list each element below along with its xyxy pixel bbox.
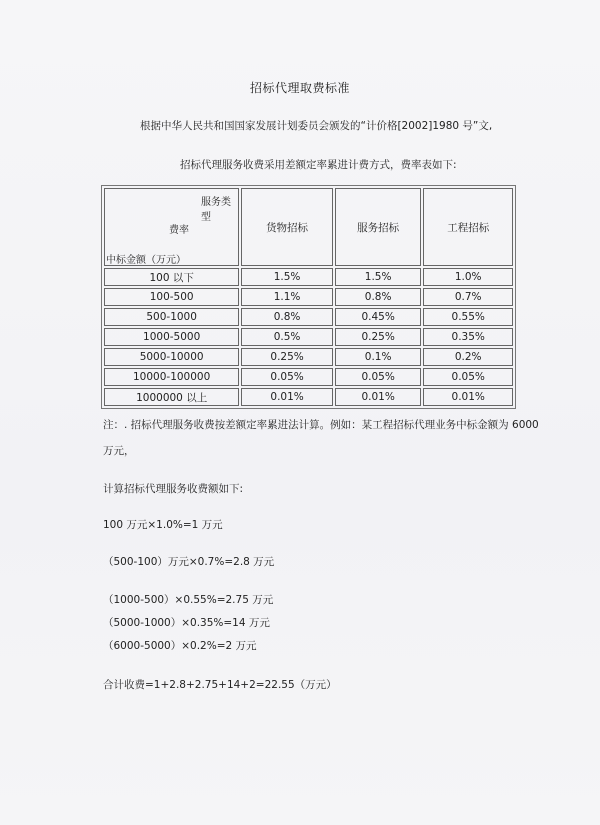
- corner-amount: 中标金额（万元）: [106, 255, 186, 266]
- range-cell: 1000-5000: [104, 328, 239, 346]
- service-rate-cell: 0.45%: [335, 308, 422, 326]
- method-line: 招标代理服务收费采用差额定率累进计费方式，费率表如下:: [180, 159, 457, 171]
- goods-rate-cell: 1.1%: [241, 288, 333, 306]
- calc-step-5: （6000-5000）×0.2%=2 万元: [103, 640, 257, 652]
- table-row: [104, 288, 513, 306]
- note-line-2: 万元，: [103, 445, 135, 457]
- table-row: [104, 308, 513, 326]
- calc-heading: 计算招标代理服务收费额如下:: [103, 483, 244, 495]
- goods-rate-cell: 1.5%: [241, 268, 333, 286]
- table-row: [104, 348, 513, 366]
- table-row: [104, 268, 513, 286]
- table-row: [104, 368, 513, 386]
- range-cell: 10000-100000: [104, 368, 239, 386]
- fee-rate-table: [101, 185, 516, 409]
- engineering-rate-cell: 0.55%: [423, 308, 513, 326]
- service-rate-cell: 0.25%: [335, 328, 422, 346]
- column-header-engineering: 工程招标: [423, 188, 513, 266]
- calc-step-2: （500-100）万元×0.7%=2.8 万元: [103, 556, 275, 568]
- page-title: 招标代理取费标准: [249, 81, 350, 95]
- range-cell: 5000-10000: [104, 348, 239, 366]
- goods-rate-cell: 0.8%: [241, 308, 333, 326]
- goods-rate-cell: 0.25%: [241, 348, 333, 366]
- table-row: [104, 388, 513, 406]
- intro-line: 根据中华人民共和国国家发展计划委员会颁发的“计价格[2002]1980 号”文,: [140, 120, 493, 132]
- engineering-rate-cell: 0.35%: [423, 328, 513, 346]
- calc-total: 合计收费=1+2.8+2.75+14+2=22.55（万元）: [103, 679, 337, 691]
- service-rate-cell: 0.05%: [335, 368, 422, 386]
- corner-rate: 费率: [169, 225, 189, 236]
- table-row: [104, 328, 513, 346]
- range-cell: 100-500: [104, 288, 239, 306]
- table-header-row: [104, 188, 513, 266]
- goods-rate-cell: 0.05%: [241, 368, 333, 386]
- engineering-rate-cell: 1.0%: [423, 268, 513, 286]
- range-cell: 500-1000: [104, 308, 239, 326]
- service-rate-cell: 0.1%: [335, 348, 422, 366]
- column-header-goods: 货物招标: [241, 188, 333, 266]
- goods-rate-cell: 0.5%: [241, 328, 333, 346]
- range-cell: 1000000 以上: [104, 388, 239, 406]
- engineering-rate-cell: 0.01%: [423, 388, 513, 406]
- table-corner-cell: [104, 188, 239, 266]
- calc-step-3: （1000-500）×0.55%=2.75 万元: [103, 594, 274, 606]
- goods-rate-cell: 0.01%: [241, 388, 333, 406]
- column-header-service: 服务招标: [335, 188, 422, 266]
- engineering-rate-cell: 0.05%: [423, 368, 513, 386]
- engineering-rate-cell: 0.7%: [423, 288, 513, 306]
- corner-service-type: 服务类型: [201, 197, 231, 223]
- range-cell: 100 以下: [104, 268, 239, 286]
- calc-step-4: （5000-1000）×0.35%=14 万元: [103, 617, 270, 629]
- engineering-rate-cell: 0.2%: [423, 348, 513, 366]
- service-rate-cell: 0.8%: [335, 288, 422, 306]
- service-rate-cell: 0.01%: [335, 388, 422, 406]
- calc-step-1: 100 万元×1.0%=1 万元: [103, 519, 223, 531]
- service-rate-cell: 1.5%: [335, 268, 422, 286]
- note-line-1: 注：. 招标代理服务收费按差额定率累进法计算。例如：某工程招标代理业务中标金额为 6000: [103, 419, 539, 431]
